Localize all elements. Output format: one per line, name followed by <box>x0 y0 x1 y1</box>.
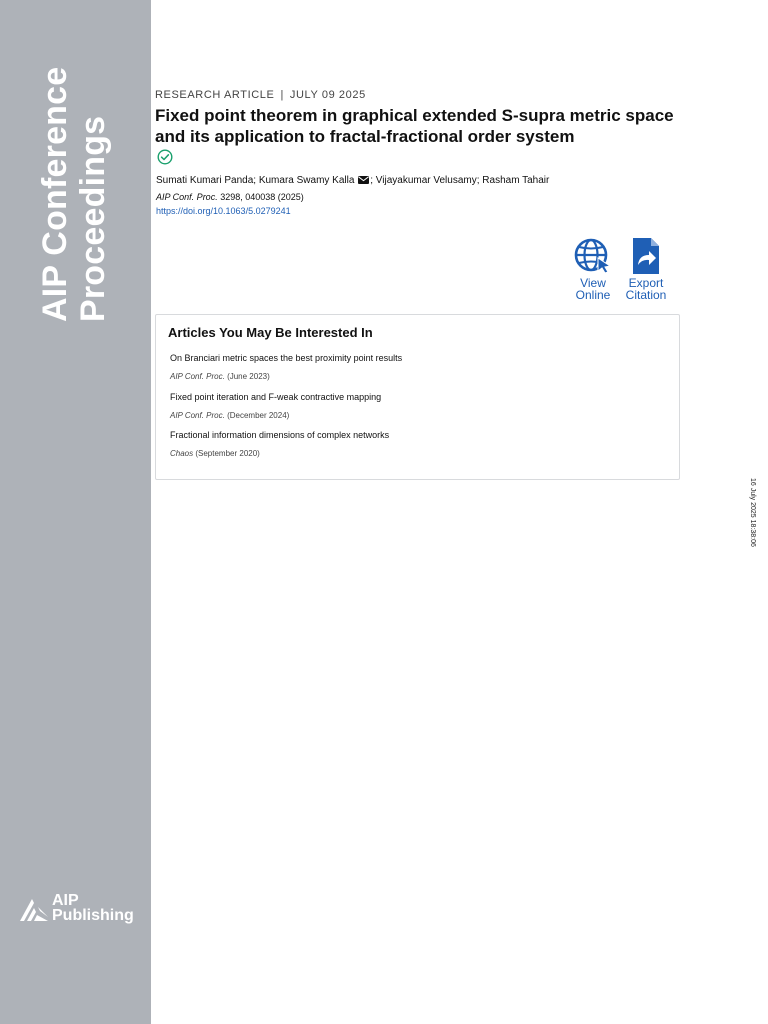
related-article-item <box>170 353 402 381</box>
check-circle-icon <box>157 149 173 165</box>
doi-link[interactable]: https://doi.org/10.1063/5.0279241 <box>156 206 291 216</box>
related-article-title[interactable]: On Branciari metric spaces the best proximity point results <box>170 353 403 363</box>
related-articles-heading: Articles You May Be Interested In <box>168 325 373 340</box>
view-online-line1: View <box>580 276 606 290</box>
related-article-title[interactable]: Fractional information dimensions of complex networks <box>170 430 390 440</box>
globe-cursor-icon <box>574 238 612 274</box>
meta-separator: | <box>280 89 284 101</box>
view-online-line2: Online <box>575 288 611 302</box>
related-article-date: (December 2024) <box>224 411 290 420</box>
related-article-item <box>170 392 381 420</box>
related-article-item <box>170 430 389 458</box>
citation-volume: 3298, 040038 (2025) <box>217 192 304 202</box>
envelope-icon[interactable] <box>358 176 369 184</box>
related-article-source <box>170 449 389 458</box>
author-list <box>156 175 549 186</box>
view-online-button[interactable] <box>568 238 618 301</box>
article-title: Fixed point theorem in graphical extended S-supra metric space and its application to fractal-fractional order system <box>155 106 674 146</box>
citation-line <box>156 192 304 202</box>
related-article-source <box>170 411 381 420</box>
authors-rest: ; Vijayakumar Velusamy; Rasham Tahair <box>370 175 550 186</box>
publisher-line1: AIP <box>52 892 79 909</box>
journal-title <box>36 67 112 322</box>
related-article-journal: AIP Conf. Proc. <box>170 372 225 381</box>
related-article-journal: AIP Conf. Proc. <box>170 411 225 420</box>
related-article-date: (September 2020) <box>193 449 260 458</box>
aip-logo-icon <box>18 893 50 923</box>
sidebar <box>0 0 151 1024</box>
article-date: JULY 09 2025 <box>289 89 366 101</box>
publisher-line2: Publishing <box>52 907 134 924</box>
citation-journal: AIP Conf. Proc. <box>156 192 218 202</box>
article-type: RESEARCH ARTICLE <box>155 89 275 101</box>
article-meta <box>155 89 366 101</box>
related-article-title[interactable]: Fixed point iteration and F-weak contractive mapping <box>170 392 382 402</box>
journal-title-line2: Proceedings <box>74 115 112 322</box>
journal-title-line1: AIP Conference <box>36 66 74 322</box>
related-article-source <box>170 372 402 381</box>
export-citation-button[interactable] <box>621 238 671 301</box>
export-citation-line1: Export <box>628 276 664 290</box>
related-articles-box <box>155 314 680 480</box>
related-article-journal: Chaos <box>170 449 194 458</box>
download-timestamp: 16 July 2025 18:38:06 <box>749 478 756 547</box>
authors-primary: Sumati Kumari Panda; Kumara Swamy Kalla <box>156 175 355 186</box>
publisher-logo <box>18 893 134 923</box>
export-citation-line2: Citation <box>625 288 667 302</box>
related-article-date: (June 2023) <box>224 372 270 381</box>
export-document-icon <box>631 238 661 274</box>
